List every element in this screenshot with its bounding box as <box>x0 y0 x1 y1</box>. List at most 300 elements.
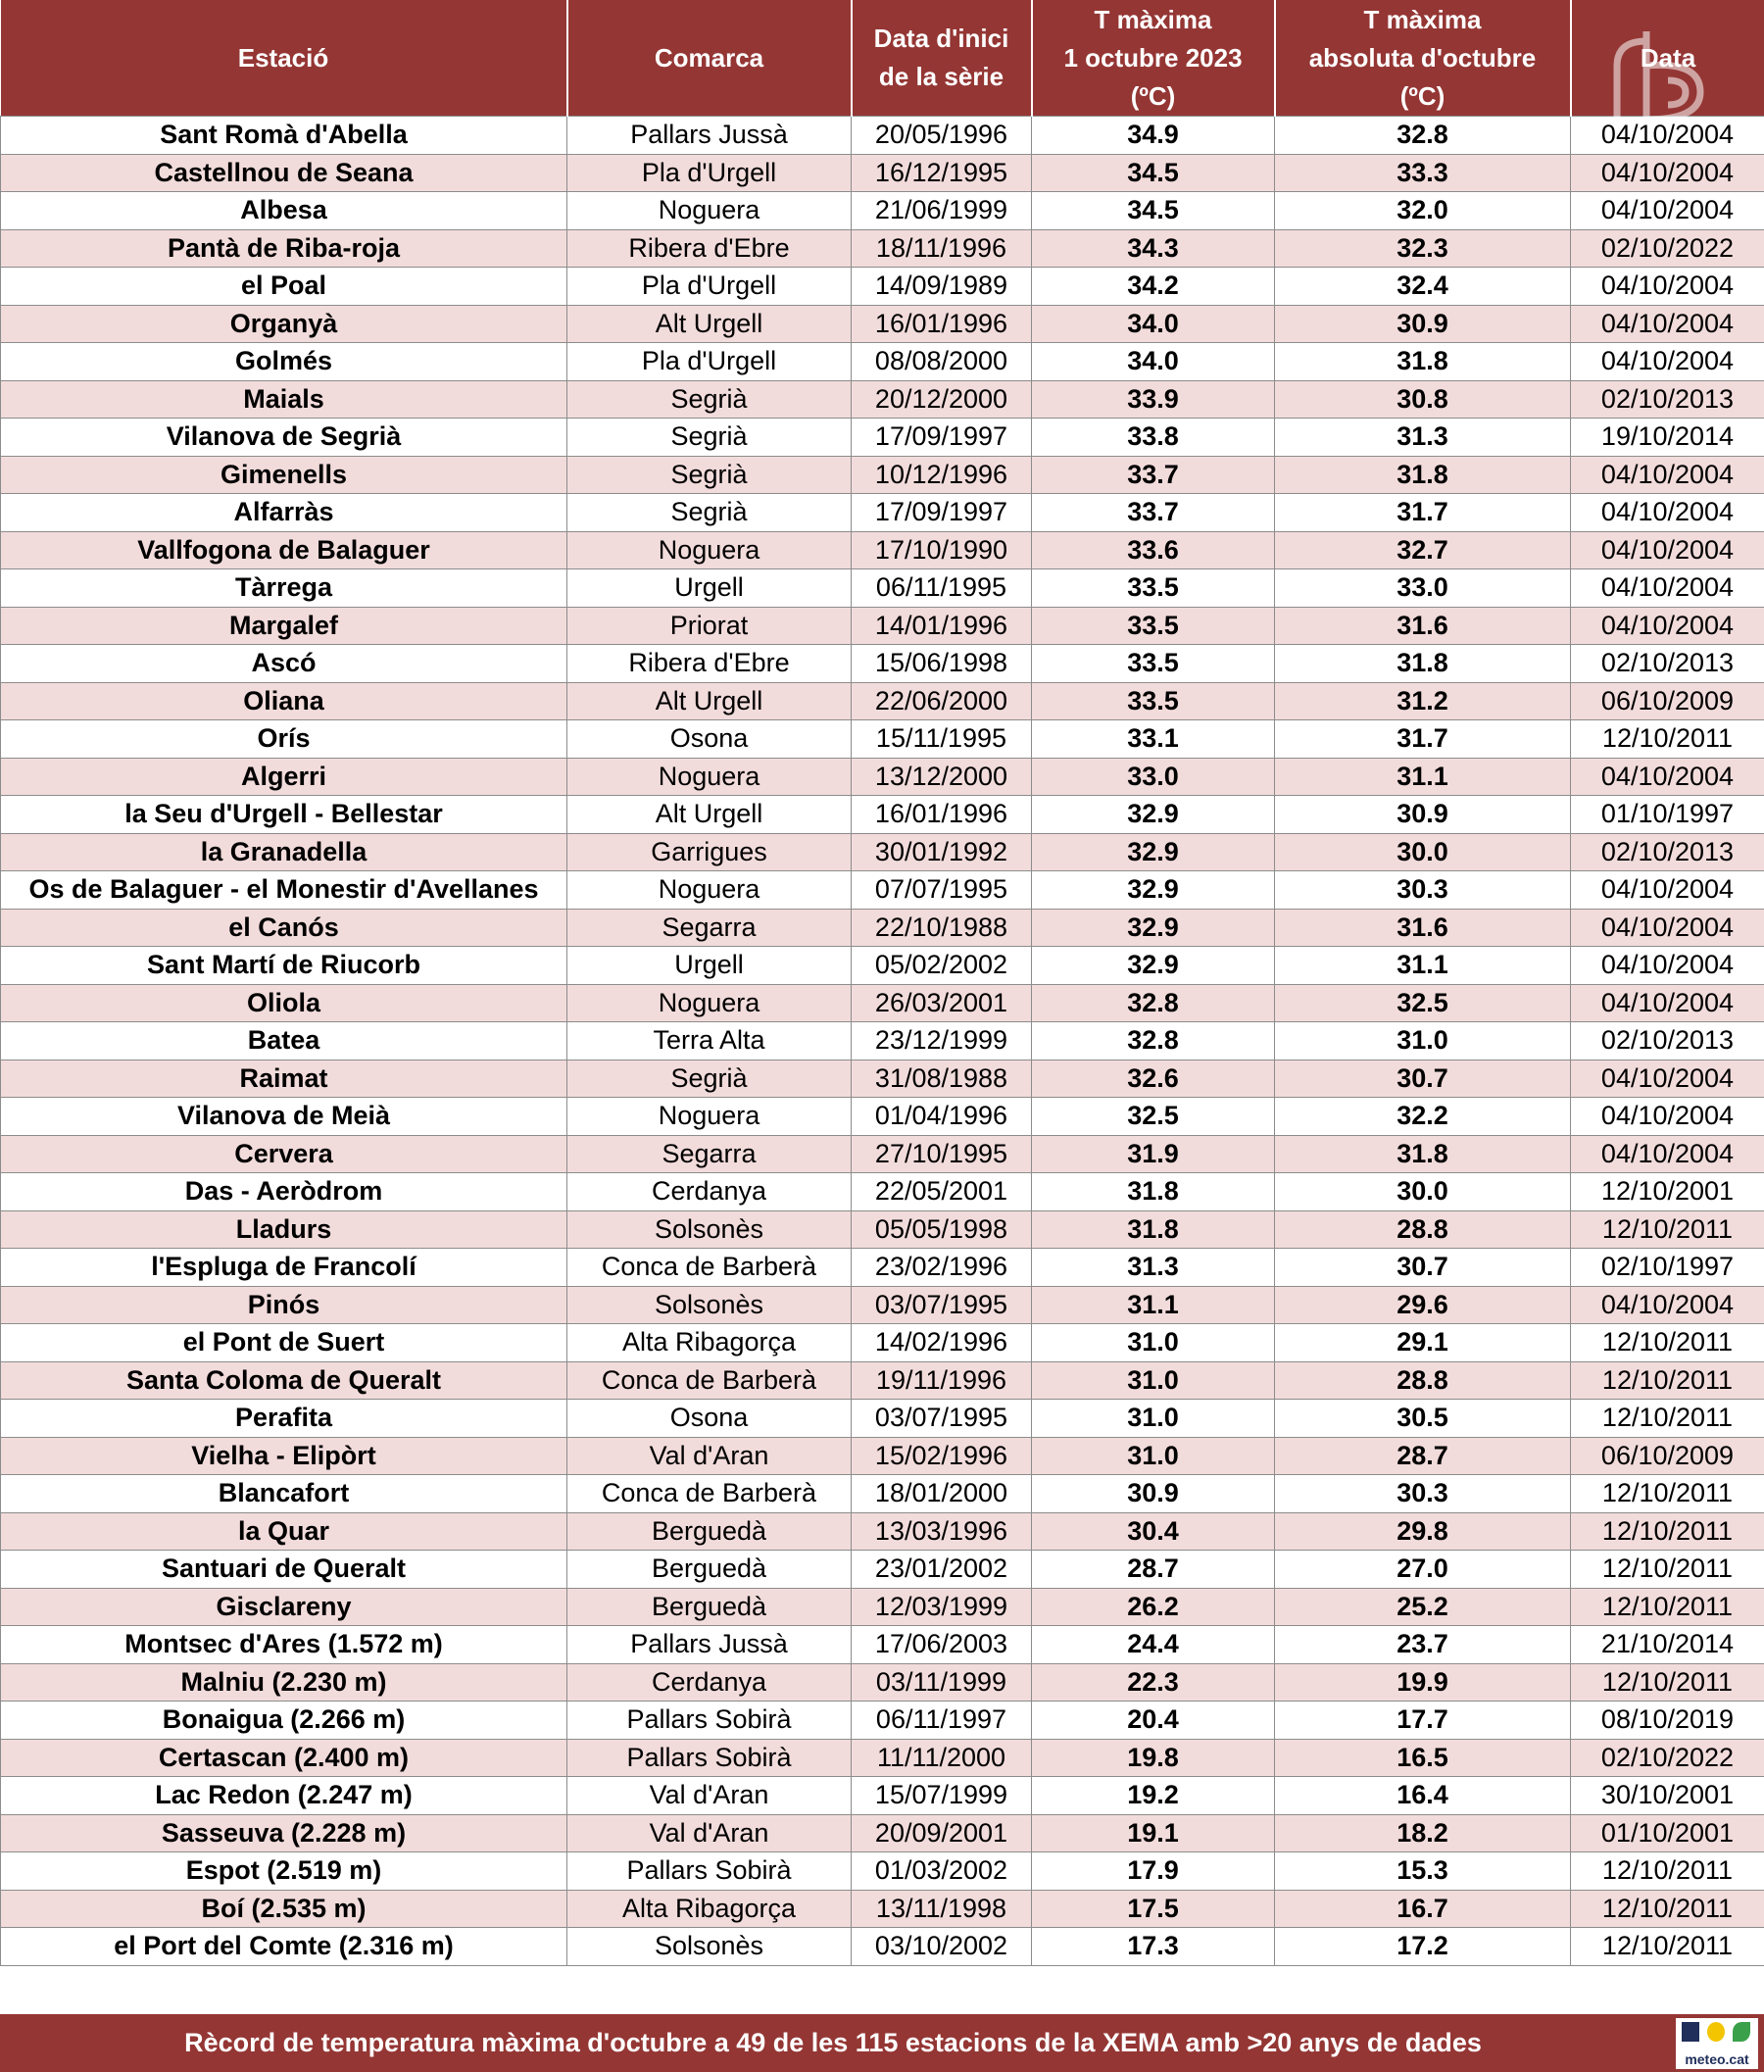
start-date-cell: 11/11/2000 <box>852 1739 1032 1777</box>
table-row <box>1 1777 1764 1815</box>
tmax-abs-cell: 31.8 <box>1275 1135 1571 1173</box>
start-date-cell: 16/12/1995 <box>852 154 1032 192</box>
tmax-abs-cell: 30.7 <box>1275 1249 1571 1287</box>
record-date-cell: 12/10/2011 <box>1571 1852 1764 1891</box>
comarca-cell: Noguera <box>567 1098 852 1136</box>
tmax-abs-cell: 28.7 <box>1275 1437 1571 1475</box>
tmax-abs-cell: 31.8 <box>1275 456 1571 494</box>
table-row <box>1 1475 1764 1513</box>
comarca-cell: Segrià <box>567 456 852 494</box>
tmax-abs-cell: 27.0 <box>1275 1551 1571 1589</box>
record-date-cell: 04/10/2004 <box>1571 456 1764 494</box>
tmax-abs-cell: 30.7 <box>1275 1060 1571 1098</box>
table-row <box>1 1286 1764 1324</box>
table-row <box>1 1098 1764 1136</box>
table-row <box>1 1060 1764 1098</box>
station-cell: Lladurs <box>1 1210 567 1249</box>
station-cell: Ascó <box>1 645 567 683</box>
station-cell: Sasseuva (2.228 m) <box>1 1814 567 1852</box>
comarca-cell: Segrià <box>567 494 852 532</box>
tmax-abs-cell: 31.1 <box>1275 758 1571 796</box>
table-row <box>1 645 1764 683</box>
station-cell: Batea <box>1 1022 567 1061</box>
station-cell: Gimenells <box>1 456 567 494</box>
tmax-abs-cell: 31.6 <box>1275 909 1571 947</box>
footer-banner <box>0 2014 1764 2072</box>
comarca-cell: Pallars Jussà <box>567 1626 852 1664</box>
start-date-cell: 07/07/1995 <box>852 871 1032 910</box>
station-cell: Cervera <box>1 1135 567 1173</box>
tmax-2023-cell: 31.8 <box>1032 1173 1275 1211</box>
record-date-cell: 02/10/2013 <box>1571 645 1764 683</box>
station-cell: Os de Balaguer - el Monestir d'Avellanes <box>1 871 567 910</box>
table-row <box>1 1890 1764 1928</box>
record-date-cell: 02/10/2013 <box>1571 380 1764 419</box>
tmax-2023-cell: 33.8 <box>1032 419 1275 457</box>
station-cell: Pantà de Riba-roja <box>1 229 567 268</box>
table-row <box>1 1022 1764 1061</box>
tmax-2023-cell: 32.9 <box>1032 909 1275 947</box>
station-cell: Bonaigua (2.266 m) <box>1 1702 567 1740</box>
tmax-abs-cell: 17.2 <box>1275 1928 1571 1966</box>
record-date-cell: 12/10/2011 <box>1571 1400 1764 1438</box>
start-date-cell: 13/11/1998 <box>852 1890 1032 1928</box>
start-date-cell: 27/10/1995 <box>852 1135 1032 1173</box>
start-date-cell: 18/01/2000 <box>852 1475 1032 1513</box>
comarca-cell: Pallars Jussà <box>567 117 852 155</box>
start-date-cell: 17/09/1997 <box>852 419 1032 457</box>
tmax-abs-cell: 30.3 <box>1275 871 1571 910</box>
record-date-cell: 12/10/2011 <box>1571 1663 1764 1702</box>
station-cell: Golmés <box>1 343 567 381</box>
tmax-abs-cell: 30.5 <box>1275 1400 1571 1438</box>
record-date-cell: 04/10/2004 <box>1571 192 1764 230</box>
comarca-cell: Segrià <box>567 380 852 419</box>
start-date-cell: 13/03/1996 <box>852 1512 1032 1551</box>
table-row <box>1 343 1764 381</box>
tmax-abs-cell: 16.7 <box>1275 1890 1571 1928</box>
station-cell: Das - Aeròdrom <box>1 1173 567 1211</box>
meteocat-logo <box>1676 2018 1758 2069</box>
tmax-2023-cell: 20.4 <box>1032 1702 1275 1740</box>
comarca-cell: Priorat <box>567 607 852 645</box>
table-row <box>1 1135 1764 1173</box>
record-date-cell: 04/10/2004 <box>1571 494 1764 532</box>
table-row <box>1 796 1764 834</box>
comarca-cell: Noguera <box>567 192 852 230</box>
station-cell: Alfarràs <box>1 494 567 532</box>
table-row <box>1 1361 1764 1400</box>
tmax-abs-cell: 18.2 <box>1275 1814 1571 1852</box>
comarca-cell: Ribera d'Ebre <box>567 229 852 268</box>
tmax-abs-cell: 31.7 <box>1275 494 1571 532</box>
table-row <box>1 833 1764 871</box>
comarca-cell: Segrià <box>567 419 852 457</box>
table-row <box>1 117 1764 155</box>
start-date-cell: 23/12/1999 <box>852 1022 1032 1061</box>
table-row <box>1 1512 1764 1551</box>
start-date-cell: 05/05/1998 <box>852 1210 1032 1249</box>
leaf-icon <box>1733 2022 1750 2042</box>
record-date-cell: 04/10/2004 <box>1571 1135 1764 1173</box>
station-cell: la Seu d'Urgell - Bellestar <box>1 796 567 834</box>
comarca-cell: Osona <box>567 720 852 759</box>
comarca-cell: Segarra <box>567 909 852 947</box>
record-date-cell: 12/10/2001 <box>1571 1173 1764 1211</box>
station-cell: Perafita <box>1 1400 567 1438</box>
tmax-2023-cell: 33.7 <box>1032 456 1275 494</box>
tmax-abs-cell: 31.7 <box>1275 720 1571 759</box>
comarca-cell: Val d'Aran <box>567 1777 852 1815</box>
comarca-cell: Ribera d'Ebre <box>567 645 852 683</box>
start-date-cell: 23/01/2002 <box>852 1551 1032 1589</box>
comarca-cell: Conca de Barberà <box>567 1361 852 1400</box>
record-date-cell: 04/10/2004 <box>1571 1286 1764 1324</box>
tmax-2023-cell: 31.3 <box>1032 1249 1275 1287</box>
start-date-cell: 22/06/2000 <box>852 682 1032 720</box>
comarca-cell: Noguera <box>567 984 852 1022</box>
tmax-abs-cell: 33.3 <box>1275 154 1571 192</box>
comarca-cell: Cerdanya <box>567 1173 852 1211</box>
comarca-cell: Alt Urgell <box>567 682 852 720</box>
record-date-cell: 02/10/2013 <box>1571 1022 1764 1061</box>
record-date-cell: 02/10/1997 <box>1571 1249 1764 1287</box>
record-date-cell: 12/10/2011 <box>1571 1928 1764 1966</box>
comarca-cell: Alta Ribagorça <box>567 1324 852 1362</box>
table-row <box>1 682 1764 720</box>
table-row <box>1 947 1764 985</box>
tmax-abs-cell: 32.0 <box>1275 192 1571 230</box>
tmax-abs-cell: 32.2 <box>1275 1098 1571 1136</box>
tmax-2023-cell: 31.1 <box>1032 1286 1275 1324</box>
tmax-abs-cell: 30.0 <box>1275 1173 1571 1211</box>
record-date-cell: 12/10/2011 <box>1571 1512 1764 1551</box>
station-cell: el Port del Comte (2.316 m) <box>1 1928 567 1966</box>
record-date-cell: 12/10/2011 <box>1571 1551 1764 1589</box>
table-row <box>1 1663 1764 1702</box>
tmax-2023-cell: 24.4 <box>1032 1626 1275 1664</box>
tmax-abs-cell: 32.5 <box>1275 984 1571 1022</box>
tmax-abs-cell: 30.0 <box>1275 833 1571 871</box>
table-row <box>1 1551 1764 1589</box>
start-date-cell: 15/02/1996 <box>852 1437 1032 1475</box>
table-row <box>1 1814 1764 1852</box>
start-date-cell: 03/07/1995 <box>852 1286 1032 1324</box>
comarca-cell: Noguera <box>567 871 852 910</box>
record-date-cell: 04/10/2004 <box>1571 154 1764 192</box>
tmax-abs-cell: 32.4 <box>1275 268 1571 306</box>
tmax-abs-cell: 31.2 <box>1275 682 1571 720</box>
start-date-cell: 06/11/1997 <box>852 1702 1032 1740</box>
station-cell: Sant Martí de Riucorb <box>1 947 567 985</box>
table-row <box>1 1437 1764 1475</box>
tmax-abs-cell: 28.8 <box>1275 1361 1571 1400</box>
record-date-cell: 04/10/2004 <box>1571 268 1764 306</box>
tmax-abs-cell: 32.7 <box>1275 531 1571 569</box>
table-row <box>1 1400 1764 1438</box>
start-date-cell: 31/08/1988 <box>852 1060 1032 1098</box>
station-cell: Vallfogona de Balaguer <box>1 531 567 569</box>
record-date-cell: 04/10/2004 <box>1571 343 1764 381</box>
comarca-cell: Solsonès <box>567 1210 852 1249</box>
table-row <box>1 1702 1764 1740</box>
station-cell: Espot (2.519 m) <box>1 1852 567 1891</box>
tmax-2023-cell: 32.9 <box>1032 833 1275 871</box>
tmax-2023-cell: 31.0 <box>1032 1361 1275 1400</box>
record-date-cell: 19/10/2014 <box>1571 419 1764 457</box>
table-row <box>1 268 1764 306</box>
record-date-cell: 12/10/2011 <box>1571 720 1764 759</box>
station-cell: Pinós <box>1 1286 567 1324</box>
record-date-cell: 04/10/2004 <box>1571 569 1764 608</box>
table-row <box>1 531 1764 569</box>
start-date-cell: 21/06/1999 <box>852 192 1032 230</box>
tmax-2023-cell: 33.5 <box>1032 682 1275 720</box>
tmax-2023-cell: 19.8 <box>1032 1739 1275 1777</box>
table-body <box>1 117 1764 1966</box>
table-row <box>1 871 1764 910</box>
table-row <box>1 192 1764 230</box>
table-row <box>1 1324 1764 1362</box>
tmax-abs-cell: 31.8 <box>1275 343 1571 381</box>
station-cell: Oliana <box>1 682 567 720</box>
tmax-2023-cell: 32.6 <box>1032 1060 1275 1098</box>
comarca-cell: Val d'Aran <box>567 1814 852 1852</box>
record-date-cell: 12/10/2011 <box>1571 1475 1764 1513</box>
tmax-2023-cell: 33.1 <box>1032 720 1275 759</box>
start-date-cell: 14/09/1989 <box>852 268 1032 306</box>
comarca-cell: Pla d'Urgell <box>567 154 852 192</box>
tmax-2023-cell: 34.0 <box>1032 305 1275 343</box>
comarca-cell: Pallars Sobirà <box>567 1739 852 1777</box>
col-header-data-inici: Data d'inici de la sèrie <box>852 0 1032 117</box>
meteocat-logo-label: meteo.cat <box>1685 2051 1749 2067</box>
table-row <box>1 229 1764 268</box>
comarca-cell: Alt Urgell <box>567 305 852 343</box>
start-date-cell: 14/01/1996 <box>852 607 1032 645</box>
start-date-cell: 06/11/1995 <box>852 569 1032 608</box>
tmax-2023-cell: 32.8 <box>1032 984 1275 1022</box>
table-row <box>1 1852 1764 1891</box>
start-date-cell: 01/03/2002 <box>852 1852 1032 1891</box>
tmax-2023-cell: 26.2 <box>1032 1588 1275 1626</box>
table-header-row <box>1 0 1764 117</box>
station-cell: Maials <box>1 380 567 419</box>
tmax-2023-cell: 32.9 <box>1032 796 1275 834</box>
record-date-cell: 12/10/2011 <box>1571 1361 1764 1400</box>
comarca-cell: Pallars Sobirà <box>567 1702 852 1740</box>
tmax-2023-cell: 17.5 <box>1032 1890 1275 1928</box>
tmax-abs-cell: 28.8 <box>1275 1210 1571 1249</box>
tmax-abs-cell: 15.3 <box>1275 1852 1571 1891</box>
station-cell: Orís <box>1 720 567 759</box>
comarca-cell: Conca de Barberà <box>567 1475 852 1513</box>
station-cell: Vielha - Elipòrt <box>1 1437 567 1475</box>
tmax-2023-cell: 34.5 <box>1032 192 1275 230</box>
tmax-2023-cell: 33.6 <box>1032 531 1275 569</box>
station-cell: Raimat <box>1 1060 567 1098</box>
tmax-2023-cell: 33.9 <box>1032 380 1275 419</box>
table-row <box>1 569 1764 608</box>
tmax-2023-cell: 28.7 <box>1032 1551 1275 1589</box>
record-date-cell: 04/10/2004 <box>1571 871 1764 910</box>
station-cell: Boí (2.535 m) <box>1 1890 567 1928</box>
tmax-abs-cell: 19.9 <box>1275 1663 1571 1702</box>
tmax-2023-cell: 17.9 <box>1032 1852 1275 1891</box>
start-date-cell: 17/10/1990 <box>852 531 1032 569</box>
tmax-abs-cell: 30.9 <box>1275 305 1571 343</box>
tmax-2023-cell: 32.5 <box>1032 1098 1275 1136</box>
table-row <box>1 1210 1764 1249</box>
start-date-cell: 22/05/2001 <box>852 1173 1032 1211</box>
record-date-cell: 04/10/2004 <box>1571 1060 1764 1098</box>
tmax-2023-cell: 31.9 <box>1032 1135 1275 1173</box>
start-date-cell: 13/12/2000 <box>852 758 1032 796</box>
record-date-cell: 01/10/2001 <box>1571 1814 1764 1852</box>
comarca-cell: Segrià <box>567 1060 852 1098</box>
start-date-cell: 03/11/1999 <box>852 1663 1032 1702</box>
comarca-cell: Noguera <box>567 758 852 796</box>
station-cell: Malniu (2.230 m) <box>1 1663 567 1702</box>
tmax-2023-cell: 31.0 <box>1032 1437 1275 1475</box>
tmax-2023-cell: 33.5 <box>1032 569 1275 608</box>
station-cell: Tàrrega <box>1 569 567 608</box>
record-date-cell: 04/10/2004 <box>1571 607 1764 645</box>
tmax-abs-cell: 30.3 <box>1275 1475 1571 1513</box>
station-cell: Castellnou de Seana <box>1 154 567 192</box>
tmax-abs-cell: 31.3 <box>1275 419 1571 457</box>
watermark-logo <box>1588 22 1735 129</box>
station-cell: el Canós <box>1 909 567 947</box>
comarca-cell: Pla d'Urgell <box>567 268 852 306</box>
station-cell: Sant Romà d'Abella <box>1 117 567 155</box>
record-date-cell: 21/10/2014 <box>1571 1626 1764 1664</box>
tmax-abs-cell: 16.5 <box>1275 1739 1571 1777</box>
start-date-cell: 26/03/2001 <box>852 984 1032 1022</box>
start-date-cell: 22/10/1988 <box>852 909 1032 947</box>
col-header-tmax-absoluta: T màxima absoluta d'octubre (ºC) <box>1275 0 1571 117</box>
record-date-cell: 02/10/2013 <box>1571 833 1764 871</box>
table-row <box>1 909 1764 947</box>
tmax-2023-cell: 31.8 <box>1032 1210 1275 1249</box>
table-row <box>1 494 1764 532</box>
table-row <box>1 1249 1764 1287</box>
station-cell: la Quar <box>1 1512 567 1551</box>
tmax-abs-cell: 32.8 <box>1275 117 1571 155</box>
record-date-cell: 30/10/2001 <box>1571 1777 1764 1815</box>
record-date-cell: 12/10/2011 <box>1571 1210 1764 1249</box>
table-row <box>1 758 1764 796</box>
start-date-cell: 01/04/1996 <box>852 1098 1032 1136</box>
table-row <box>1 456 1764 494</box>
station-cell: Oliola <box>1 984 567 1022</box>
sun-icon <box>1707 2022 1725 2042</box>
tmax-abs-cell: 31.8 <box>1275 645 1571 683</box>
comarca-cell: Segarra <box>567 1135 852 1173</box>
tmax-abs-cell: 29.1 <box>1275 1324 1571 1362</box>
record-date-cell: 12/10/2011 <box>1571 1324 1764 1362</box>
record-date-cell: 04/10/2004 <box>1571 1098 1764 1136</box>
table-row <box>1 305 1764 343</box>
flag-icon <box>1682 2022 1699 2042</box>
table-row <box>1 154 1764 192</box>
start-date-cell: 10/12/1996 <box>852 456 1032 494</box>
start-date-cell: 16/01/1996 <box>852 796 1032 834</box>
station-cell: Lac Redon (2.247 m) <box>1 1777 567 1815</box>
tmax-2023-cell: 34.0 <box>1032 343 1275 381</box>
tmax-abs-cell: 32.3 <box>1275 229 1571 268</box>
tmax-2023-cell: 30.4 <box>1032 1512 1275 1551</box>
station-cell: Margalef <box>1 607 567 645</box>
comarca-cell: Conca de Barberà <box>567 1249 852 1287</box>
table-row <box>1 419 1764 457</box>
record-date-cell: 04/10/2004 <box>1571 531 1764 569</box>
tmax-2023-cell: 32.8 <box>1032 1022 1275 1061</box>
tmax-2023-cell: 32.9 <box>1032 947 1275 985</box>
table-row <box>1 1173 1764 1211</box>
tmax-abs-cell: 17.7 <box>1275 1702 1571 1740</box>
start-date-cell: 03/10/2002 <box>852 1928 1032 1966</box>
comarca-cell: Urgell <box>567 947 852 985</box>
start-date-cell: 20/12/2000 <box>852 380 1032 419</box>
station-cell: Algerri <box>1 758 567 796</box>
tmax-2023-cell: 34.2 <box>1032 268 1275 306</box>
tmax-abs-cell: 30.8 <box>1275 380 1571 419</box>
tmax-abs-cell: 30.9 <box>1275 796 1571 834</box>
tmax-abs-cell: 31.0 <box>1275 1022 1571 1061</box>
table-row <box>1 1739 1764 1777</box>
tmax-2023-cell: 19.1 <box>1032 1814 1275 1852</box>
tmax-abs-cell: 16.4 <box>1275 1777 1571 1815</box>
start-date-cell: 17/09/1997 <box>852 494 1032 532</box>
col-header-comarca: Comarca <box>567 0 852 117</box>
start-date-cell: 20/05/1996 <box>852 117 1032 155</box>
record-date-cell: 04/10/2004 <box>1571 909 1764 947</box>
table-row <box>1 380 1764 419</box>
record-date-cell: 04/10/2004 <box>1571 758 1764 796</box>
comarca-cell: Noguera <box>567 531 852 569</box>
tmax-2023-cell: 31.0 <box>1032 1400 1275 1438</box>
tmax-2023-cell: 33.7 <box>1032 494 1275 532</box>
comarca-cell: Alt Urgell <box>567 796 852 834</box>
table-row <box>1 1626 1764 1664</box>
tmax-abs-cell: 29.6 <box>1275 1286 1571 1324</box>
start-date-cell: 05/02/2002 <box>852 947 1032 985</box>
record-date-cell: 12/10/2011 <box>1571 1890 1764 1928</box>
start-date-cell: 16/01/1996 <box>852 305 1032 343</box>
comarca-cell: Terra Alta <box>567 1022 852 1061</box>
start-date-cell: 20/09/2001 <box>852 1814 1032 1852</box>
comarca-cell: Osona <box>567 1400 852 1438</box>
table-row <box>1 607 1764 645</box>
tmax-2023-cell: 22.3 <box>1032 1663 1275 1702</box>
tmax-abs-cell: 29.8 <box>1275 1512 1571 1551</box>
comarca-cell: Alta Ribagorça <box>567 1890 852 1928</box>
comarca-cell: Berguedà <box>567 1512 852 1551</box>
tmax-abs-cell: 31.1 <box>1275 947 1571 985</box>
tmax-2023-cell: 33.5 <box>1032 645 1275 683</box>
comarca-cell: Solsonès <box>567 1286 852 1324</box>
start-date-cell: 17/06/2003 <box>852 1626 1032 1664</box>
record-date-cell: 06/10/2009 <box>1571 1437 1764 1475</box>
station-cell: Montsec d'Ares (1.572 m) <box>1 1626 567 1664</box>
col-header-tmax-2023: T màxima 1 octubre 2023 (ºC) <box>1032 0 1275 117</box>
start-date-cell: 15/06/1998 <box>852 645 1032 683</box>
station-cell: Santuari de Queralt <box>1 1551 567 1589</box>
comarca-cell: Berguedà <box>567 1588 852 1626</box>
station-cell: Blancafort <box>1 1475 567 1513</box>
table-row <box>1 720 1764 759</box>
